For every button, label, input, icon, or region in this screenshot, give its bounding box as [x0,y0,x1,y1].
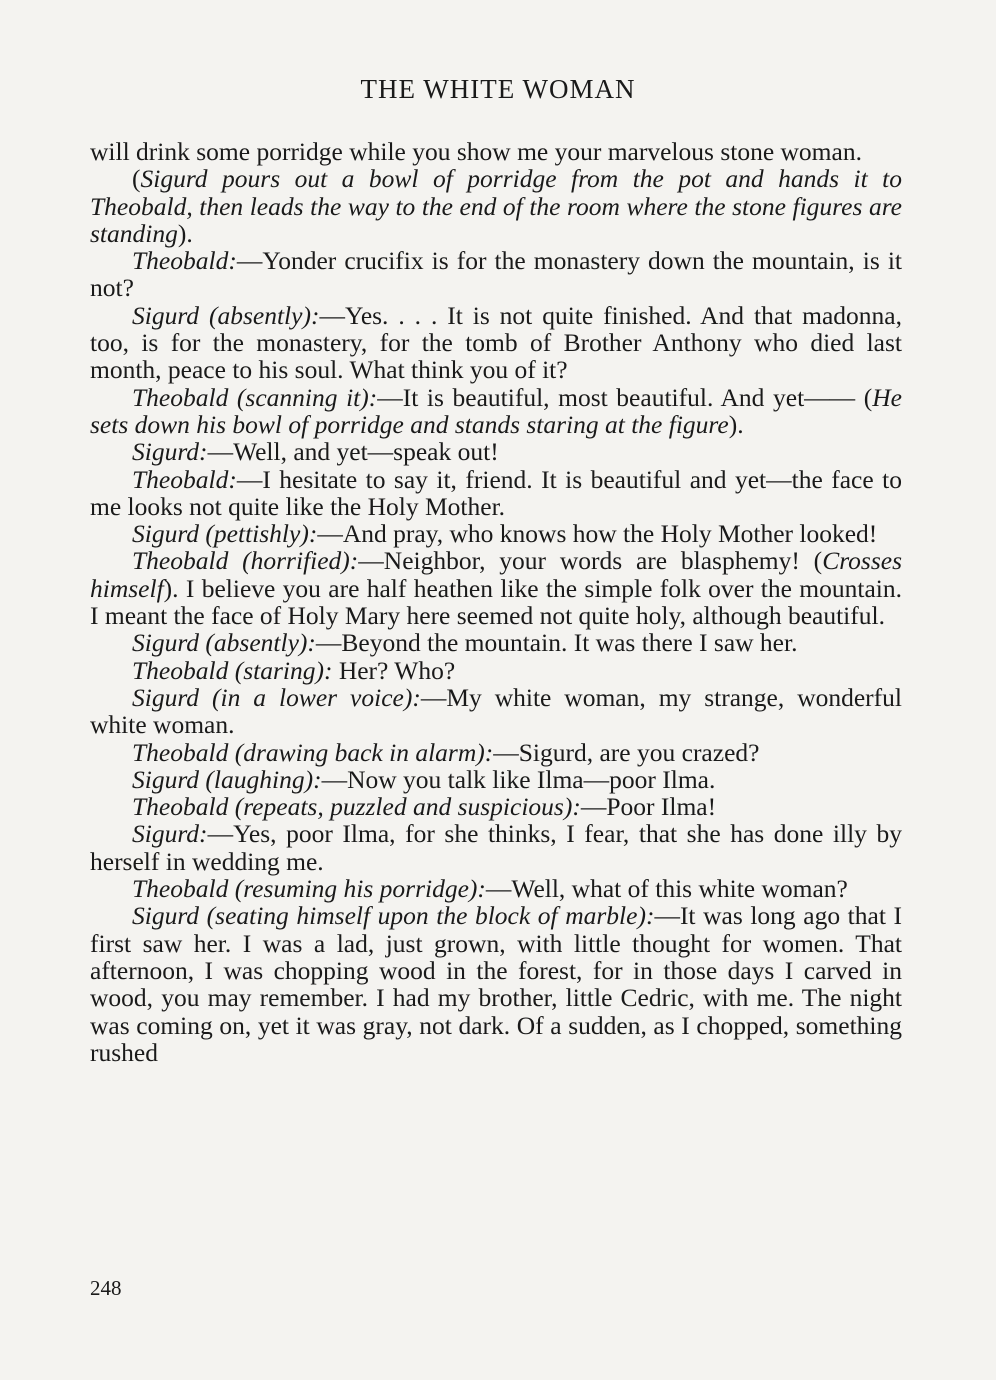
text-run: —Yes, poor Ilma, for she thinks, I fear, that she has done illy by herself in wedding me. [90,819,902,876]
paragraph [90,466,902,521]
paragraph [90,165,902,247]
italic-text: Sigurd (laughing): [132,764,322,794]
italic-text: Sigurd (seating himself upon the block of marble): [132,901,655,931]
paragraph [90,438,902,465]
text-run: —Poor Ilma! [580,792,717,822]
italic-text: Sigurd: [132,819,208,849]
text-run: ). [728,409,744,439]
paragraph [90,629,902,656]
paragraph [90,684,902,739]
paragraph [90,657,902,684]
italic-text: Theobald (resuming his porridge): [132,874,486,904]
body-text [90,138,902,1066]
italic-text: Sigurd (in a lower voice): [132,682,421,712]
text-run: —And pray, who knows how the Holy Mother looked! [317,519,878,549]
text-run: —Well, and yet—speak out! [207,437,499,467]
page-number: 248 [90,1276,122,1300]
italic-text: Theobald (staring): [132,655,333,685]
paragraph [90,766,902,793]
italic-text: Theobald (horrified): [132,546,359,576]
italic-text: Theobald: [132,464,237,494]
paragraph [90,820,902,875]
paragraph [90,247,902,302]
text-run: ( [132,164,141,194]
text-run: —I hesitate to say it, friend. It is beautiful and yet—the face to me looks not quite like the Holy Mother. [90,464,902,521]
paragraph [90,520,902,547]
text-run: ). [177,218,193,248]
text-run: —Now you talk like Ilma—poor Ilma. [321,764,716,794]
text-run: —It is beautiful, most beautiful. And yet—— ( [377,382,873,412]
italic-text: Sigurd ( [132,300,218,330]
paragraph [90,902,902,1066]
text-run: —Well, what of this white woman? [485,874,848,904]
italic-text: Theobald (scanning it): [132,382,378,412]
paragraph [90,384,902,439]
text-run: will drink some porridge while you show me your marvelous stone woman. [90,137,862,166]
text-run: —My white woman, my strange, wonderful white woman. [90,682,902,740]
text-run: ). I believe you are half heathen like the simple folk over the mountain. I meant the face of Holy Mary here seemed not quite holy, although beautiful. [90,573,902,631]
text-run: —Beyond the mountain. It was there I saw her. [315,628,798,658]
italic-text: Theobald: [132,246,237,276]
italic-text: Crosses himself [90,546,903,603]
italic-text: Sigurd (pettishly): [132,519,318,549]
paragraph [90,138,902,165]
text-run: Her? Who? [332,655,456,685]
paragraph [90,739,902,766]
running-head: THE WHITE WOMAN [360,74,636,104]
paragraph [90,793,902,820]
text-run: —It was long ago that I first saw her. I was a lad, just grown, with little thought for women. That afternoon, I was chopping wood in the forest, for in those days I carved in wood, you may remember. I had my brother, little Cedric, with me. The night was coming on, yet it was gray, not dark. Of a sudden, as I chopped, something rushed [90,901,902,1067]
italic-text: Sigurd pours out a bowl of porridge from the pot and hands it to Theobald, then leads the way to the end of the room where the stone figures are standing [90,164,902,248]
italic-text: Sigurd (absently): [132,628,316,658]
text-run: —Sigurd, are you crazed? [493,737,760,767]
italic-text: Theobald (repeats, puzzled and suspicious): [132,792,581,822]
italic-text: absently [217,300,303,330]
text-run: —Neighbor, your words are blasphemy! ( [358,546,823,576]
italic-text: He sets down his bowl of porridge and stands staring at the figure [90,382,902,439]
italic-text: Theobald (drawing back in alarm): [132,737,494,767]
text-run: —Yes. . . . It is not quite finished. And that madonna, too, is for the monastery, for the tomb of Brother Anthony who died last month, peace to his soul. What think you of it? [90,300,902,385]
text-run: —Yonder crucifix is for the monastery down the mountain, is it not? [90,246,902,303]
italic-text: ): [302,300,320,330]
paragraph [90,547,902,629]
paragraph [90,875,902,902]
paragraph [90,302,902,384]
italic-text: Sigurd: [132,437,208,467]
